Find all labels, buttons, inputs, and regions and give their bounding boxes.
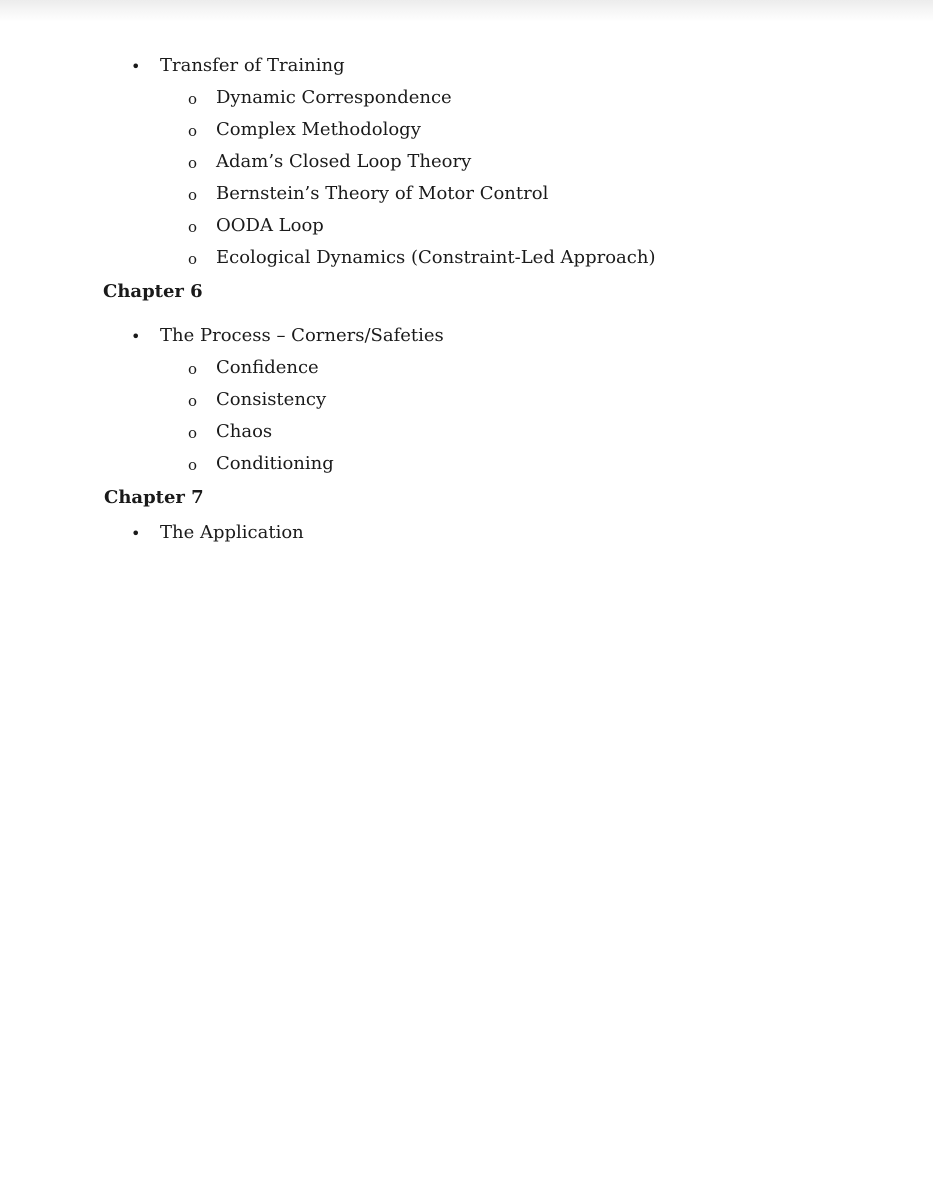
sub-marker: o (188, 122, 198, 140)
chapter-7-heading: Chapter 7 (104, 487, 204, 508)
sub-marker: o (188, 424, 198, 442)
sub-marker: o (188, 90, 198, 108)
sub-item-bernsteins-theory: Bernstein’s Theory of Motor Control (216, 183, 549, 204)
sub-marker: o (188, 360, 198, 378)
chapter-6-heading: Chapter 6 (103, 281, 203, 302)
bullet-marker: • (131, 524, 141, 543)
sub-item-chaos: Chaos (216, 421, 273, 442)
list-item-the-application: The Application (160, 522, 304, 543)
sub-marker: o (188, 250, 198, 268)
sub-item-complex-methodology: Complex Methodology (216, 119, 421, 140)
sub-marker: o (188, 154, 198, 172)
sub-item-confidence: Confidence (216, 357, 319, 378)
sub-item-ooda-loop: OODA Loop (216, 215, 324, 236)
sub-item-consistency: Consistency (216, 389, 327, 410)
sub-marker: o (188, 456, 198, 474)
sub-item-adams-closed-loop-theory: Adam’s Closed Loop Theory (216, 151, 472, 172)
list-item-the-process: The Process – Corners/Safeties (160, 325, 444, 346)
sub-item-ecological-dynamics: Ecological Dynamics (Constraint-Led Approach) (216, 247, 656, 268)
sub-marker: o (188, 392, 198, 410)
sub-item-dynamic-correspondence: Dynamic Correspondence (216, 87, 452, 108)
bullet-marker: • (131, 327, 141, 346)
list-item-transfer-of-training: Transfer of Training (160, 55, 345, 76)
sub-item-conditioning: Conditioning (216, 453, 334, 474)
sub-marker: o (188, 218, 198, 236)
bullet-marker: • (131, 57, 141, 76)
sub-marker: o (188, 186, 198, 204)
